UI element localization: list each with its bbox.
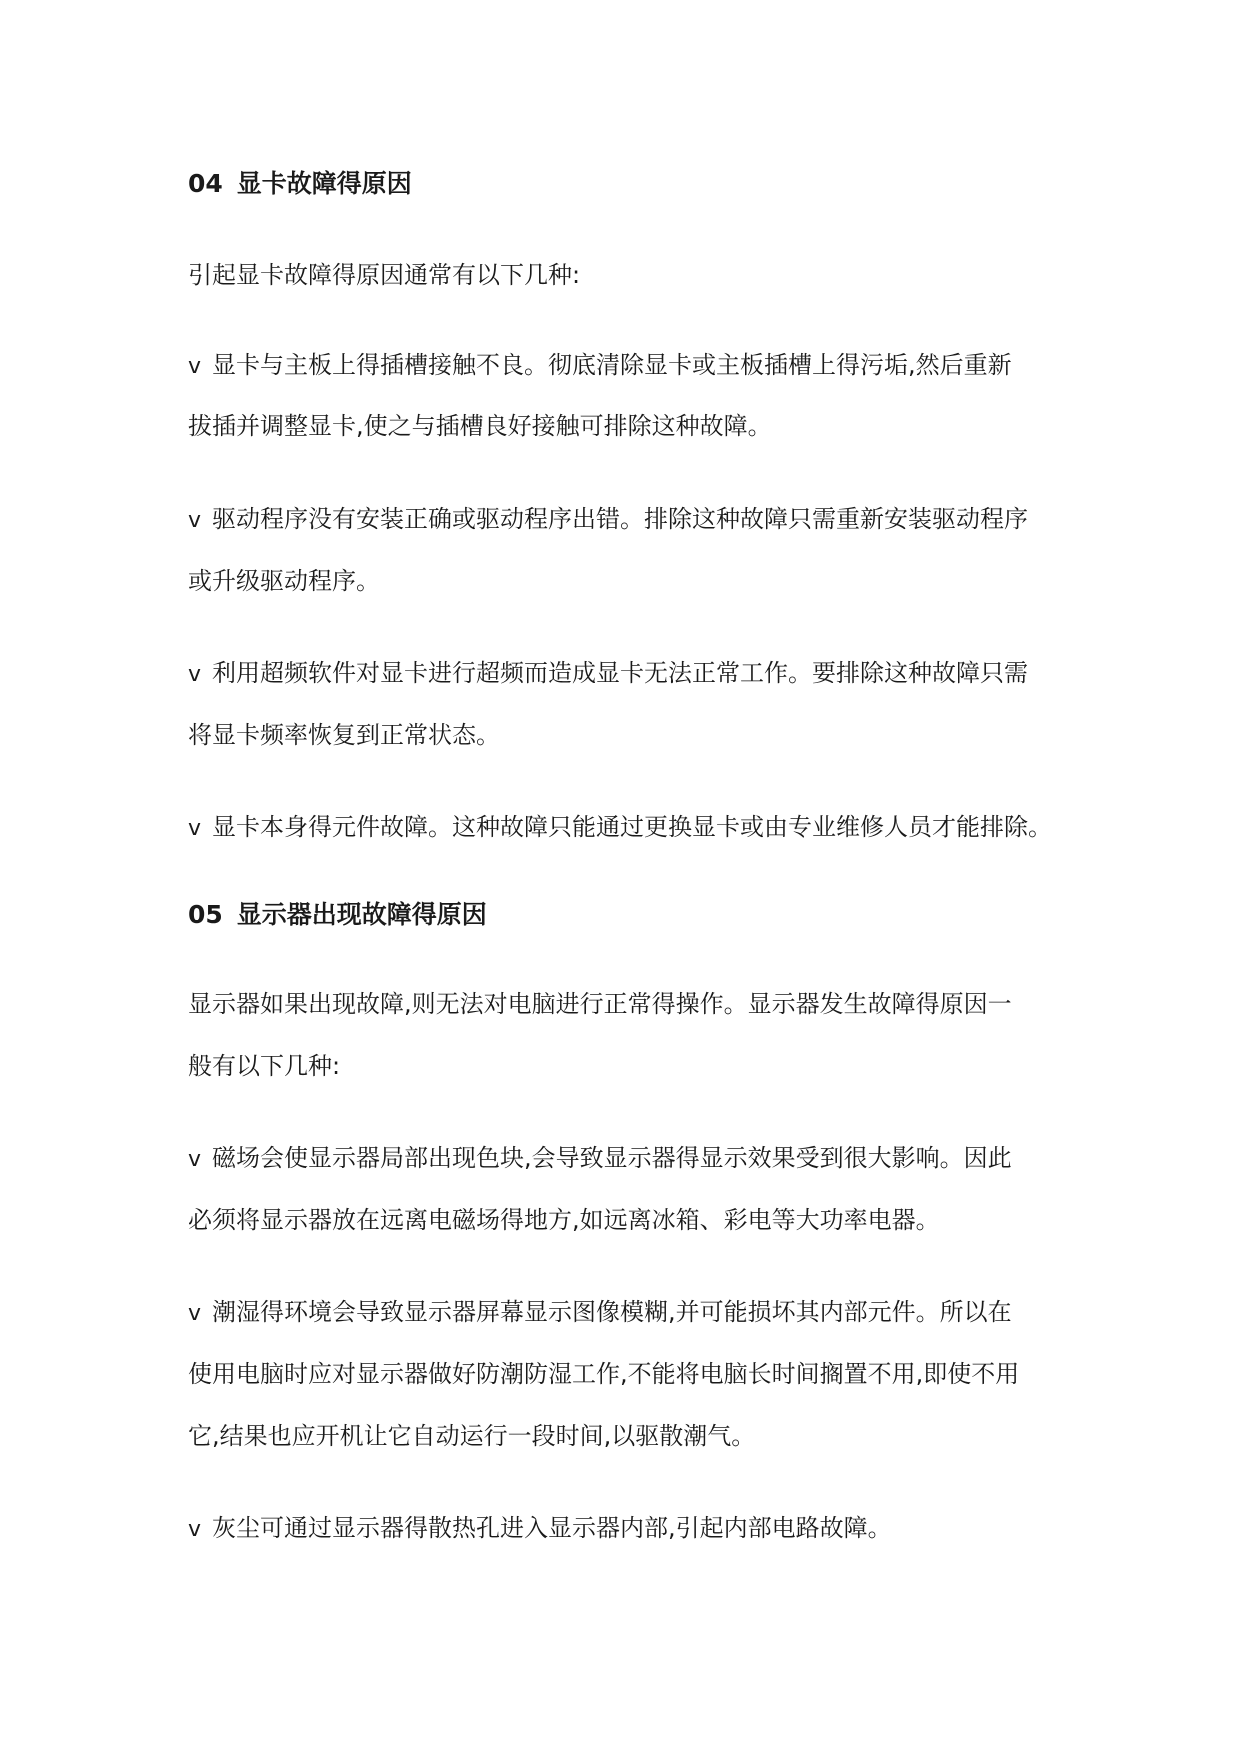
list-item-text: 利用超频软件对显卡进行超频而造成显卡无法正常工作。要排除这种故障只需 [212, 659, 1028, 687]
list-item [188, 349, 1088, 383]
section-intro: 显示器如果出现故障,则无法对电脑进行正常得操作。显示器发生故障得原因一 [188, 990, 1012, 1018]
list-item [188, 1296, 1088, 1330]
list-item-continuation: 必须将显示器放在远离电磁场得地方,如远离冰箱、彩电等大功率电器。 [188, 1206, 940, 1234]
section-heading-05 [188, 899, 1088, 931]
list-item-text: 灰尘可通过显示器得散热孔进入显示器内部,引起内部电路故障。 [212, 1514, 892, 1542]
section-intro-continuation: 般有以下几种: [188, 1052, 341, 1080]
bullet-marker: v [188, 816, 202, 841]
bullet-marker: v [188, 508, 202, 533]
list-item-text: 磁场会使显示器局部出现色块,会导致显示器得显示效果受到很大影响。因此 [212, 1144, 1012, 1172]
list-item-text: 潮湿得环境会导致显示器屏幕显示图像模糊,并可能损坏其内部元件。所以在 [212, 1298, 1012, 1326]
section-title: 显示器出现故障得原因 [236, 900, 487, 929]
section-number: 05 [188, 900, 223, 929]
list-item [188, 503, 1088, 537]
list-item [188, 1142, 1088, 1176]
list-item [188, 657, 1088, 691]
list-item-text: 显卡本身得元件故障。这种故障只能通过更换显卡或由专业维修人员才能排除。 [212, 813, 1052, 841]
list-item-continuation: 它,结果也应开机让它自动运行一段时间,以驱散潮气。 [188, 1422, 756, 1450]
list-item-continuation: 将显卡频率恢复到正常状态。 [188, 721, 500, 749]
bullet-marker: v [188, 1147, 202, 1172]
list-item-continuation: 拔插并调整显卡,使之与插槽良好接触可排除这种故障。 [188, 412, 772, 440]
section-heading-04 [188, 168, 1088, 200]
list-item-continuation: 使用电脑时应对显示器做好防潮防湿工作,不能将电脑长时间搁置不用,即使不用 [188, 1360, 1020, 1388]
list-item-text: 驱动程序没有安装正确或驱动程序出错。排除这种故障只需重新安装驱动程序 [212, 505, 1028, 533]
bullet-marker: v [188, 354, 202, 379]
list-item-continuation: 或升级驱动程序。 [188, 567, 380, 595]
list-item [188, 1512, 1088, 1546]
section-title: 显卡故障得原因 [236, 169, 412, 198]
list-item [188, 811, 1088, 845]
bullet-marker: v [188, 662, 202, 687]
section-intro: 引起显卡故障得原因通常有以下几种: [188, 261, 581, 289]
section-number: 04 [188, 169, 223, 198]
list-item-text: 显卡与主板上得插槽接触不良。彻底清除显卡或主板插槽上得污垢,然后重新 [212, 351, 1012, 379]
bullet-marker: v [188, 1301, 202, 1326]
bullet-marker: v [188, 1517, 202, 1542]
